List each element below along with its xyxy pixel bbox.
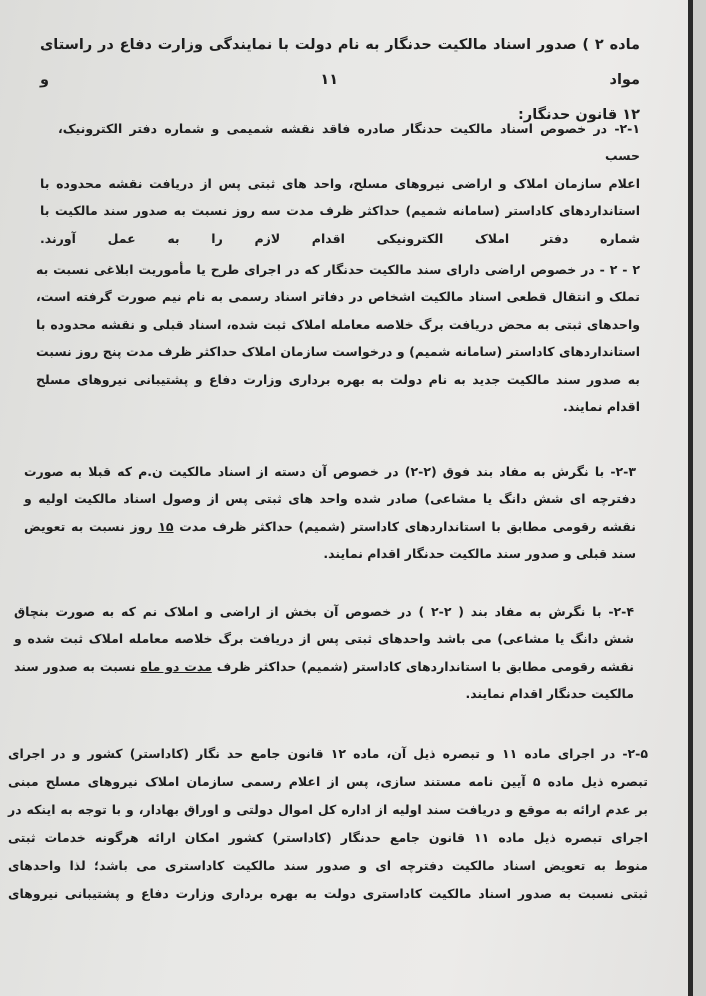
text-line: منوط به تعویض اسناد مالکیت دفترچه ای و صدور سند مالکیت کاداستری می باشد؛ لذا واحدهای xyxy=(8,858,648,873)
text-line: تملک و انتقال قطعی اسناد مالکیت اشخاص در دفاتر اسناد رسمی به نام نیم صورت گرفته است، xyxy=(36,289,640,305)
text-line: استانداردهای کاداستر (سامانه شمیم) حداکثر ظرف مدت سه روز نسبت به صدور سند مالکیت با xyxy=(40,203,640,219)
underlined-days: ۱۵ xyxy=(158,518,174,534)
clause-2-2 xyxy=(36,256,640,420)
page-margin xyxy=(693,0,706,996)
clause-2-4 xyxy=(14,598,634,708)
text-line: بر عدم ارائه به موقع و دریافت سند اولیه از اداره کل اموال دولتی و اوراق بهادار، و با توجه به اینکه در xyxy=(8,802,648,817)
text-line: ۲-۴- با نگرش به مفاد بند ( ۲-۲ ) در خصوص آن بخش از اراضی و املاک نم که به صورت بنچاق xyxy=(14,604,634,619)
title-line: ماده ۲ ) صدور اسناد مالکیت حدنگار به نام دولت با نمایندگی وزارت دفاع در راستای مواد ۱۱ و xyxy=(40,37,641,88)
text-segment: روز نسبت به تعویض xyxy=(24,518,159,534)
text-line: دفترچه ای شش دانگ یا مشاعی) صادر شده واحد های ثبتی پس از وصول اسناد مالکیت اولیه و xyxy=(24,491,636,507)
text-line: ۲ - ۲ - در خصوص اراضی دارای سند مالکیت حدنگار که در اجرای طرح یا مأموریت ابلاغی نسبت به xyxy=(36,262,640,277)
text-line: واحدهای ثبتی به محض دریافت برگ خلاصه معامله املاک ثبت شده، اسناد قبلی و نقشه محدوده با xyxy=(36,316,640,332)
text-line: شش دانگ یا مشاعی) می باشد واحدهای ثبتی پس از دریافت برگ خلاصه معامله املاک ثبت شده و xyxy=(14,631,634,647)
text-segment: نسبت به صدور سند xyxy=(14,658,141,674)
text-line: شماره دفتر املاک الکترونیکی اقدام لازم را به عمل آورند. xyxy=(40,230,640,246)
text-line: ۲-۵- در اجرای ماده ۱۱ و تبصره ذیل آن، ماده ۱۲ قانون جامع حد نگار (کاداستر) کشور و در اجرای xyxy=(8,746,648,761)
text-line xyxy=(14,653,634,680)
underlined-duration: مدت دو ماه xyxy=(140,658,212,674)
text-line: اعلام سازمان املاک و اراضی نیروهای مسلح، واحد های ثبتی پس از دریافت نقشه محدوده با xyxy=(40,175,640,191)
clause-2-3 xyxy=(24,458,636,568)
text-line: اقدام نمایند. xyxy=(562,399,640,415)
text-segment: نقشه رقومی مطابق با استانداردهای کاداستر (شمیم) حداکثر ظرف xyxy=(211,658,634,674)
text-segment: نقشه رقومی مطابق با استانداردهای کاداستر (شمیم) حداکثر ظرف مدت xyxy=(173,518,636,534)
text-line: سند قبلی و صدور سند مالکیت حدنگار اقدام نمایند. xyxy=(323,546,636,562)
clause-2-5 xyxy=(8,740,648,908)
text-line: ثبتی نسبت به صدور اسناد مالکیت کاداستری دولت به بهره برداری وزارت دفاع و پشتیبانی نیروهای xyxy=(8,886,648,901)
text-line: تبصره ذیل ماده ۵ آیین نامه مستند سازی، پس از اعلام رسمی سازمان املاک نیروهای مسلح مبنی xyxy=(8,774,648,789)
clause-2-1 xyxy=(40,115,640,252)
text-line: ۲-۱- در خصوص اسناد مالکیت حدنگار صادره فاقد نقشه شمیمی و شماره دفتر الکترونیک، حسب xyxy=(58,121,640,164)
text-line xyxy=(24,513,636,540)
text-line: استانداردهای کاداستر (سامانه شمیم) و درخواست سازمان املاک حداکثر ظرف مدت پنج روز نسبت xyxy=(36,344,640,360)
text-line: ۲-۳- با نگرش به مفاد بند فوق (۲-۲) در خصوص آن دسته از اسناد مالکیت ن.م که قبلا به صورت xyxy=(24,464,636,479)
title-line: ۱۲ قانون حدنگار: xyxy=(518,107,640,123)
text-line: اجرای تبصره ذیل ماده ۱۱ قانون جامع حدنگار (کاداستر) کشور امکان ارائه هرگونه خدمات ثبتی xyxy=(8,830,648,845)
text-line: مالکیت حدنگار اقدام نمایند. xyxy=(465,686,634,702)
text-line: به صدور سند مالکیت جدید به نام دولت به بهره برداری وزارت دفاع و پشتیبانی نیروهای مسلح xyxy=(36,371,640,387)
